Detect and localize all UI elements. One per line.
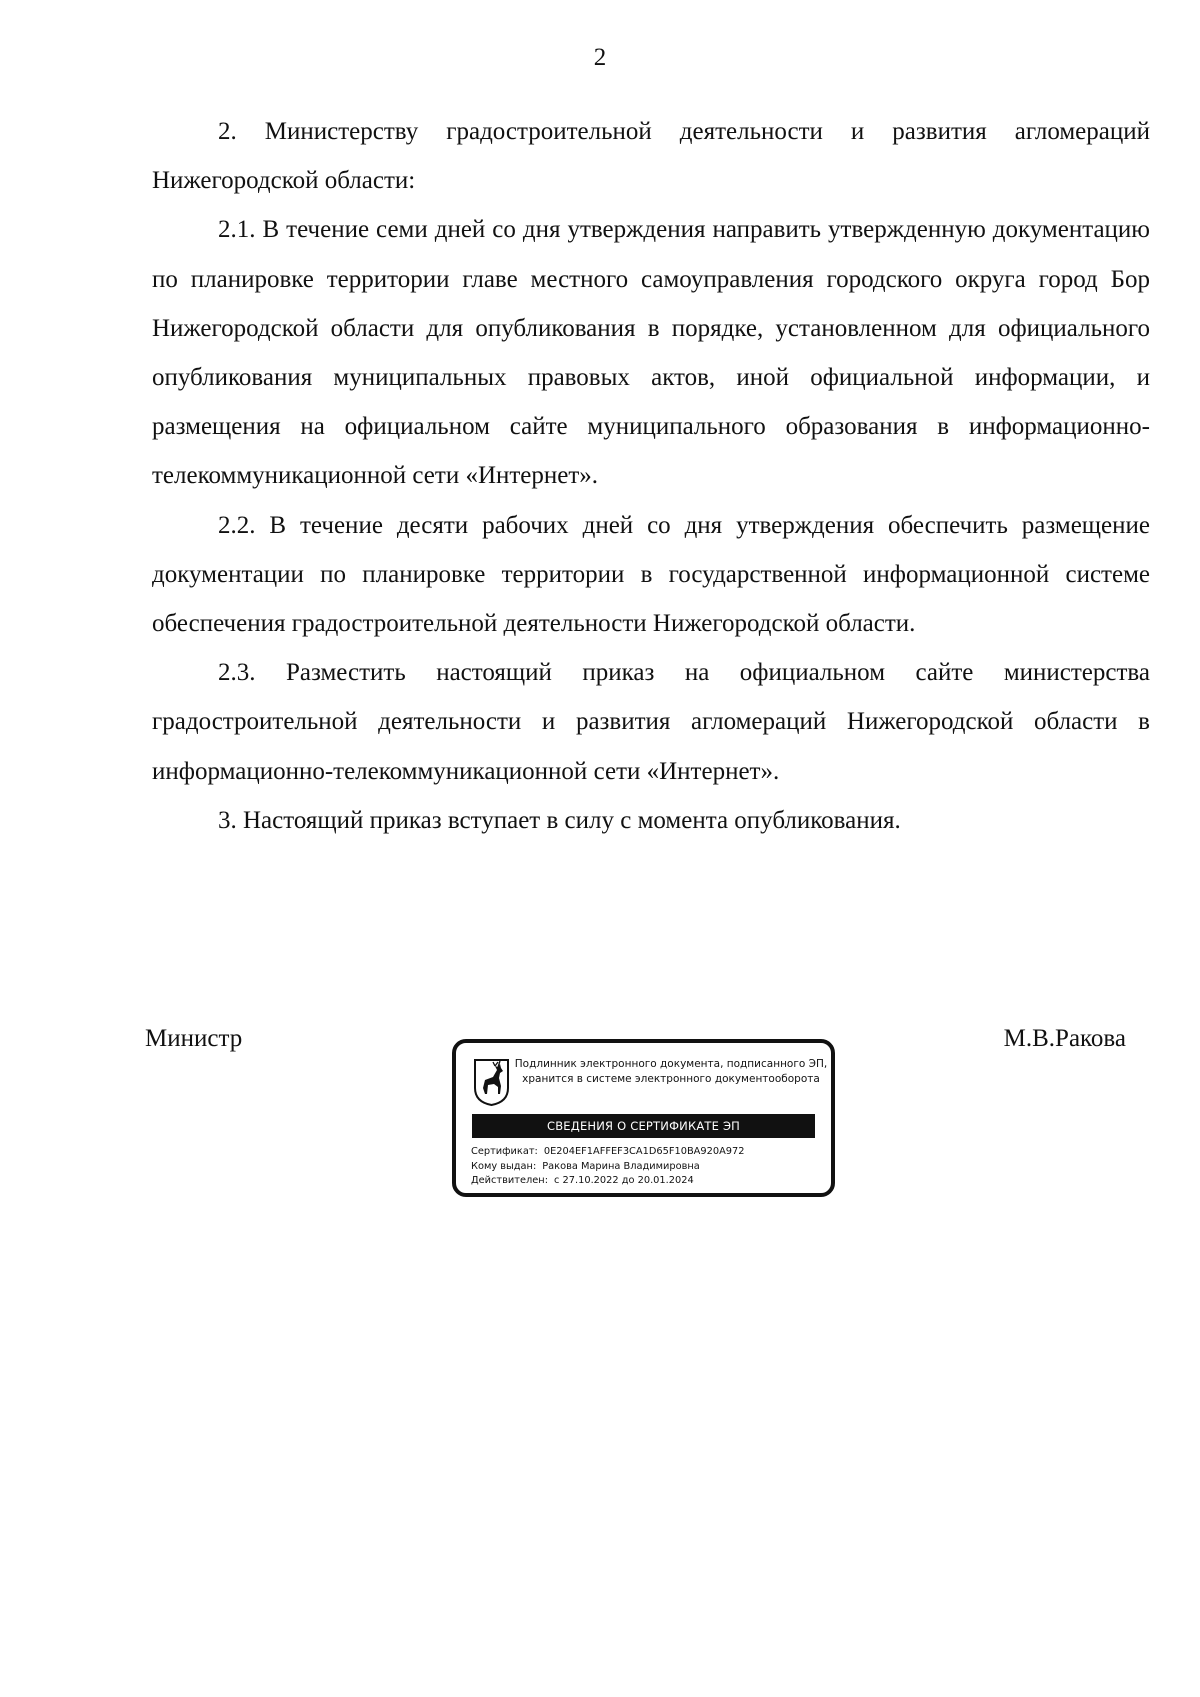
document-body xyxy=(152,107,1150,845)
stamp-header-line-1: Подлинник электронного документа, подписанного ЭП, xyxy=(514,1058,828,1070)
signer-name: М.В.Ракова xyxy=(1003,1025,1126,1052)
certificate-row xyxy=(471,1145,744,1160)
validity-value: с 27.10.2022 до 20.01.2024 xyxy=(554,1175,694,1186)
paragraph-2-3: 2.3. Разместить настоящий приказ на официальном сайте министерства градостроительной деятельности и развития агломераций Нижегородской области в информационно-телекоммуникационной сети «Интернет». xyxy=(152,659,1150,785)
validity-label: Действителен: xyxy=(471,1175,549,1186)
signer-role: Министр xyxy=(145,1025,243,1052)
issued-to-row xyxy=(471,1160,744,1175)
paragraph-2-2: 2.2. В течение десяти рабочих дней со дня утверждения обеспечить размещение документации по планировке территории в государственной информационной системе обеспечения градостроительной деятельности Нижегородской области. xyxy=(152,511,1150,638)
certificate-details xyxy=(471,1145,744,1189)
paragraph-2-1: 2.1. В течение семи дней со дня утверждения направить утвержденную документацию по планировке территории главе местного самоуправления городского округа город Бор Нижегородской области для опубликования в порядке, установленном для официального опубликования муниципальных правовых актов, иной официальной информации, и размещения на официальном сайте муниципального образования в информационно-телекоммуникационной сети «Интернет». xyxy=(152,216,1150,490)
issued-to-label: Кому выдан: xyxy=(471,1160,537,1172)
paragraph-2: 2. Министерству градостроительной деятельности и развития агломераций Нижегородской области: xyxy=(152,118,1150,195)
page-number: 2 xyxy=(593,44,607,71)
paragraph-3: 3. Настоящий приказ вступает в силу с момента опубликования. xyxy=(218,806,901,834)
stamp-header xyxy=(511,1057,831,1087)
certificate-info-bar: СВЕДЕНИЯ О СЕРТИФИКАТЕ ЭП xyxy=(472,1114,815,1138)
issued-to-value: Ракова Марина Владимировна xyxy=(542,1160,700,1172)
stamp-header-line-2: хранится в системе электронного документооборота xyxy=(522,1073,820,1085)
electronic-signature-stamp xyxy=(452,1039,835,1197)
certificate-value: 0E204EF1AFFEF3CA1D65F10BA920A972 xyxy=(543,1146,745,1157)
deer-emblem-icon xyxy=(473,1058,510,1106)
validity-row xyxy=(471,1174,744,1189)
certificate-label: Сертификат: xyxy=(471,1146,538,1157)
